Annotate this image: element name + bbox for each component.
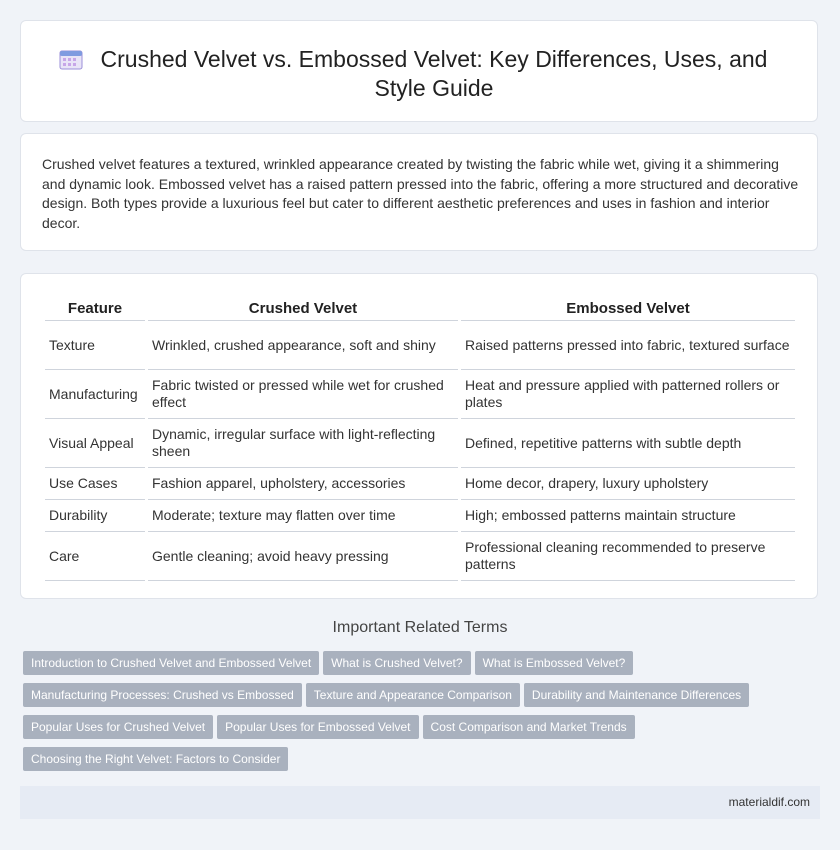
row-feature: Care bbox=[45, 532, 145, 581]
related-term-link[interactable]: What is Crushed Velvet? bbox=[323, 651, 470, 675]
related-terms-list bbox=[23, 651, 803, 779]
related-term-link[interactable]: Cost Comparison and Market Trends bbox=[423, 715, 635, 739]
footer bbox=[20, 786, 820, 819]
related-term-link[interactable]: What is Embossed Velvet? bbox=[475, 651, 634, 675]
related-term-link[interactable]: Popular Uses for Crushed Velvet bbox=[23, 715, 213, 739]
related-term-link[interactable]: Introduction to Crushed Velvet and Embossed Velvet bbox=[23, 651, 319, 675]
row-crushed: Wrinkled, crushed appearance, soft and shiny bbox=[148, 321, 458, 370]
row-crushed: Gentle cleaning; avoid heavy pressing bbox=[148, 532, 458, 581]
row-embossed: Defined, repetitive patterns with subtle depth bbox=[461, 419, 795, 468]
related-term-link[interactable]: Popular Uses for Embossed Velvet bbox=[217, 715, 418, 739]
header-embossed-velvet: Embossed Velvet bbox=[461, 294, 795, 321]
title-card bbox=[20, 20, 818, 122]
row-embossed: Heat and pressure applied with patterned rollers or plates bbox=[461, 370, 795, 419]
related-term-link[interactable]: Choosing the Right Velvet: Factors to Consider bbox=[23, 747, 288, 771]
related-term-link[interactable]: Manufacturing Processes: Crushed vs Embossed bbox=[23, 683, 302, 707]
row-feature: Durability bbox=[45, 500, 145, 532]
page-title: Crushed Velvet vs. Embossed Velvet: Key Differences, Uses, and Style Guide bbox=[100, 46, 768, 101]
row-crushed: Fabric twisted or pressed while wet for crushed effect bbox=[148, 370, 458, 419]
intro-paragraph: Crushed velvet features a textured, wrinkled appearance created by twisting the fabric while wet, giving it a shimmering and dynamic look. Embossed velvet has a raised pattern pressed into the fabric, offering a more structured and decorative design. Both types provide a luxurious feel but cater to different aesthetic preferences and uses in fashion and interior decor. bbox=[42, 156, 799, 231]
row-embossed: Professional cleaning recommended to preserve patterns bbox=[461, 532, 795, 581]
row-feature: Texture bbox=[45, 321, 145, 370]
row-embossed: High; embossed patterns maintain structure bbox=[461, 500, 795, 532]
table-row bbox=[45, 500, 795, 532]
comparison-table-card bbox=[20, 273, 818, 599]
row-feature: Visual Appeal bbox=[45, 419, 145, 468]
row-embossed: Home decor, drapery, luxury upholstery bbox=[461, 468, 795, 500]
row-crushed: Moderate; texture may flatten over time bbox=[148, 500, 458, 532]
related-term-link[interactable]: Durability and Maintenance Differences bbox=[524, 683, 749, 707]
table-header-row bbox=[45, 294, 795, 321]
table-row bbox=[45, 321, 795, 370]
comparison-table bbox=[42, 294, 798, 581]
related-terms-title: Important Related Terms bbox=[332, 619, 508, 636]
footer-site-link[interactable]: materialdif.com bbox=[728, 795, 810, 809]
row-crushed: Fashion apparel, upholstery, accessories bbox=[148, 468, 458, 500]
row-embossed: Raised patterns pressed into fabric, textured surface bbox=[461, 321, 795, 370]
header-crushed-velvet: Crushed Velvet bbox=[148, 294, 458, 321]
table-row bbox=[45, 370, 795, 419]
row-feature: Use Cases bbox=[45, 468, 145, 500]
intro-card bbox=[20, 133, 818, 251]
table-row bbox=[45, 419, 795, 468]
row-crushed: Dynamic, irregular surface with light-reflecting sheen bbox=[148, 419, 458, 468]
table-row bbox=[45, 532, 795, 581]
table-row bbox=[45, 468, 795, 500]
row-feature: Manufacturing bbox=[45, 370, 145, 419]
header-feature: Feature bbox=[45, 294, 145, 321]
related-term-link[interactable]: Texture and Appearance Comparison bbox=[306, 683, 520, 707]
